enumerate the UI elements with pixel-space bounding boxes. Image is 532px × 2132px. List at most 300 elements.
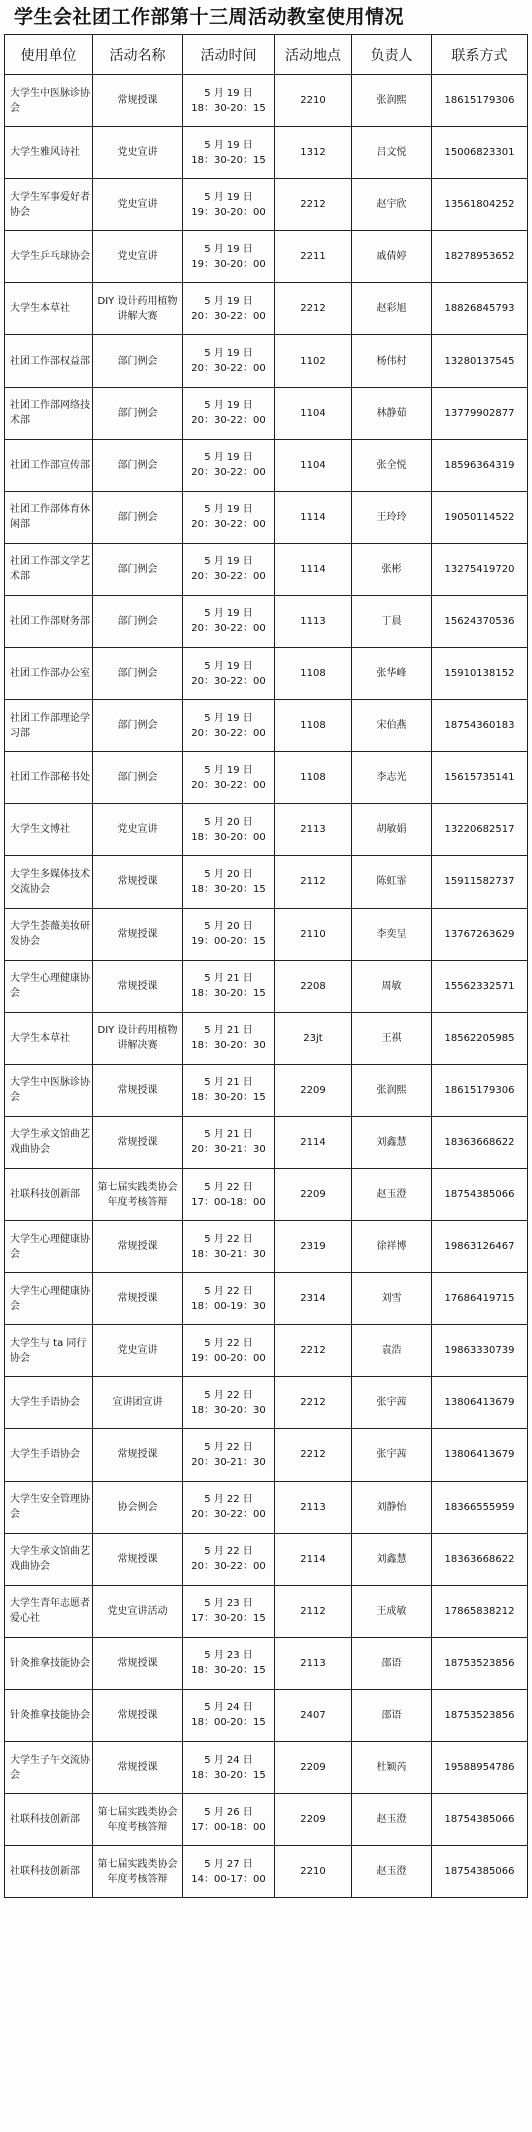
column-header-leader: 负责人 [352, 35, 432, 75]
leader-cell: 袁浩 [352, 1325, 432, 1377]
time-range-text: 20：30-22：00 [191, 1561, 266, 1573]
activity-cell: 第七届实践类协会年度考核答辩 [93, 1794, 183, 1846]
activity-cell: 部门例会 [93, 752, 183, 804]
contact-cell: 18753523856 [432, 1637, 528, 1689]
date-text: 5 月 21 日 [204, 1025, 253, 1037]
unit-cell: 大学生多媒体技术交流协会 [5, 856, 93, 908]
leader-cell: 杜颖芮 [352, 1742, 432, 1794]
unit-cell: 大学生文博社 [5, 804, 93, 856]
date-text: 5 月 22 日 [204, 1441, 253, 1453]
table-row [5, 1116, 528, 1168]
leader-cell: 周敏 [352, 960, 432, 1012]
contact-cell: 18596364319 [432, 439, 528, 491]
date-text: 5 月 19 日 [204, 243, 253, 255]
unit-cell: 社团工作部体育休闲部 [5, 491, 93, 543]
leader-cell: 徐祥博 [352, 1221, 432, 1273]
contact-cell: 15911582737 [432, 856, 528, 908]
unit-cell: 社团工作部办公室 [5, 648, 93, 700]
contact-cell: 18754385066 [432, 1846, 528, 1898]
leader-cell: 邵语 [352, 1689, 432, 1741]
time-range-text: 20：30-22：00 [191, 519, 266, 531]
unit-cell: 社团工作部宣传部 [5, 439, 93, 491]
time-cell [183, 1325, 275, 1377]
activity-cell: 常规授课 [93, 1637, 183, 1689]
contact-cell: 13275419720 [432, 543, 528, 595]
time-range-text: 20：30-22：00 [191, 623, 266, 635]
contact-cell: 19863126467 [432, 1221, 528, 1273]
time-range-text: 20：30-22：00 [191, 1509, 266, 1521]
activity-cell: 部门例会 [93, 700, 183, 752]
unit-cell: 大学生本草社 [5, 283, 93, 335]
contact-cell: 18278953652 [432, 231, 528, 283]
time-range-text: 18：30-20：00 [191, 831, 266, 843]
contact-cell: 15910138152 [432, 648, 528, 700]
leader-cell: 刘鑫慧 [352, 1533, 432, 1585]
leader-cell: 吕文悦 [352, 127, 432, 179]
time-range-text: 18：30-20：15 [191, 154, 266, 166]
activity-cell: 常规授课 [93, 1221, 183, 1273]
unit-cell: 大学生承文馆曲艺戏曲协会 [5, 1116, 93, 1168]
leader-cell: 宋伯燕 [352, 700, 432, 752]
time-cell [183, 1689, 275, 1741]
location-cell: 1108 [275, 648, 352, 700]
contact-cell: 13806413679 [432, 1377, 528, 1429]
leader-cell: 张润熙 [352, 1064, 432, 1116]
location-cell: 2212 [275, 1325, 352, 1377]
activity-cell: 部门例会 [93, 439, 183, 491]
column-header-time: 活动时间 [183, 35, 275, 75]
contact-cell: 15006823301 [432, 127, 528, 179]
leader-cell: 赵宇欣 [352, 179, 432, 231]
location-cell: 2209 [275, 1794, 352, 1846]
unit-cell: 大学生雅风诗社 [5, 127, 93, 179]
contact-cell: 17865838212 [432, 1585, 528, 1637]
time-range-text: 17：30-20：15 [191, 1613, 266, 1625]
unit-cell: 社联科技创新部 [5, 1846, 93, 1898]
date-text: 5 月 22 日 [204, 1337, 253, 1349]
unit-cell: 大学生中医脉诊协会 [5, 75, 93, 127]
leader-cell: 丁晨 [352, 595, 432, 647]
activity-cell: 党史宣讲活动 [93, 1585, 183, 1637]
date-text: 5 月 19 日 [204, 452, 253, 464]
activity-cell: 党史宣讲 [93, 179, 183, 231]
contact-cell: 18753523856 [432, 1689, 528, 1741]
date-text: 5 月 27 日 [204, 1858, 253, 1870]
unit-cell: 大学生安全管理协会 [5, 1481, 93, 1533]
unit-cell: 大学生中医脉诊协会 [5, 1064, 93, 1116]
table-row [5, 491, 528, 543]
date-text: 5 月 19 日 [204, 87, 253, 99]
contact-cell: 18363668622 [432, 1533, 528, 1585]
table-row [5, 804, 528, 856]
table-row [5, 960, 528, 1012]
time-range-text: 18：30-20：15 [191, 883, 266, 895]
date-text: 5 月 19 日 [204, 295, 253, 307]
activity-cell: 常规授课 [93, 960, 183, 1012]
time-range-text: 18：30-20：15 [191, 102, 266, 114]
time-range-text: 19：30-20：00 [191, 206, 266, 218]
time-cell [183, 1533, 275, 1585]
unit-cell: 社团工作部理论学习部 [5, 700, 93, 752]
table-row [5, 908, 528, 960]
activity-cell: 部门例会 [93, 648, 183, 700]
activity-cell: 党史宣讲 [93, 804, 183, 856]
date-text: 5 月 19 日 [204, 608, 253, 620]
leader-cell: 刘静怡 [352, 1481, 432, 1533]
time-range-text: 18：30-20：30 [191, 1404, 266, 1416]
table-row [5, 1012, 528, 1064]
unit-cell: 大学生心理健康协会 [5, 1273, 93, 1325]
unit-cell: 大学生心理健康协会 [5, 1221, 93, 1273]
table-row [5, 179, 528, 231]
location-cell: 2212 [275, 1377, 352, 1429]
time-range-text: 20：30-22：00 [191, 467, 266, 479]
activity-cell: 常规授课 [93, 1689, 183, 1741]
time-cell [183, 1429, 275, 1481]
unit-cell: 大学生手语协会 [5, 1429, 93, 1481]
location-cell: 2209 [275, 1168, 352, 1220]
time-cell [183, 960, 275, 1012]
contact-cell: 18363668622 [432, 1116, 528, 1168]
activity-cell: 常规授课 [93, 856, 183, 908]
date-text: 5 月 19 日 [204, 764, 253, 776]
time-cell [183, 439, 275, 491]
location-cell: 1104 [275, 387, 352, 439]
time-cell [183, 1846, 275, 1898]
date-text: 5 月 19 日 [204, 660, 253, 672]
date-text: 5 月 26 日 [204, 1806, 253, 1818]
time-cell [183, 752, 275, 804]
location-cell: 1113 [275, 595, 352, 647]
time-range-text: 14：00-17：00 [191, 1873, 266, 1885]
table-row [5, 439, 528, 491]
location-cell: 1108 [275, 700, 352, 752]
unit-cell: 社团工作部权益部 [5, 335, 93, 387]
leader-cell: 胡敏娟 [352, 804, 432, 856]
time-cell [183, 595, 275, 647]
date-text: 5 月 20 日 [204, 921, 253, 933]
unit-cell: 大学生心理健康协会 [5, 960, 93, 1012]
time-range-text: 20：30-22：00 [191, 779, 266, 791]
time-range-text: 18：30-21：30 [191, 1248, 266, 1260]
activity-cell: 常规授课 [93, 1742, 183, 1794]
time-cell [183, 283, 275, 335]
unit-cell: 大学生军事爱好者协会 [5, 179, 93, 231]
table-row [5, 1585, 528, 1637]
contact-cell: 15624370536 [432, 595, 528, 647]
date-text: 5 月 21 日 [204, 1077, 253, 1089]
contact-cell: 19863330739 [432, 1325, 528, 1377]
table-row [5, 1168, 528, 1220]
time-cell [183, 335, 275, 387]
contact-cell: 13561804252 [432, 179, 528, 231]
activity-cell: DIY 设计药用植物讲解大赛 [93, 283, 183, 335]
table-row [5, 1429, 528, 1481]
leader-cell: 王祺 [352, 1012, 432, 1064]
table-row [5, 856, 528, 908]
time-cell [183, 543, 275, 595]
contact-cell: 13280137545 [432, 335, 528, 387]
leader-cell: 林静茹 [352, 387, 432, 439]
date-text: 5 月 22 日 [204, 1233, 253, 1245]
location-cell: 23jt [275, 1012, 352, 1064]
leader-cell: 张宇茜 [352, 1377, 432, 1429]
table-row [5, 283, 528, 335]
contact-cell: 15562332571 [432, 960, 528, 1012]
leader-cell: 戚倩婷 [352, 231, 432, 283]
contact-cell: 18754360183 [432, 700, 528, 752]
location-cell: 2208 [275, 960, 352, 1012]
table-row [5, 700, 528, 752]
contact-cell: 19588954786 [432, 1742, 528, 1794]
date-text: 5 月 19 日 [204, 400, 253, 412]
time-range-text: 20：30-22：00 [191, 727, 266, 739]
table-row [5, 335, 528, 387]
table-row [5, 1064, 528, 1116]
time-cell [183, 1168, 275, 1220]
leader-cell: 王玲玲 [352, 491, 432, 543]
leader-cell: 杨伟村 [352, 335, 432, 387]
date-text: 5 月 21 日 [204, 1129, 253, 1141]
table-row [5, 1533, 528, 1585]
location-cell: 1102 [275, 335, 352, 387]
table-row [5, 752, 528, 804]
location-cell: 2112 [275, 1585, 352, 1637]
contact-cell: 13767263629 [432, 908, 528, 960]
contact-cell: 18615179306 [432, 75, 528, 127]
location-cell: 2407 [275, 1689, 352, 1741]
time-range-text: 20：30-22：00 [191, 675, 266, 687]
location-cell: 2209 [275, 1742, 352, 1794]
time-cell [183, 1481, 275, 1533]
time-cell [183, 700, 275, 752]
location-cell: 1104 [275, 439, 352, 491]
date-text: 5 月 22 日 [204, 1285, 253, 1297]
location-cell: 2210 [275, 75, 352, 127]
time-cell [183, 1794, 275, 1846]
time-range-text: 18：00-19：30 [191, 1300, 266, 1312]
time-cell [183, 127, 275, 179]
date-text: 5 月 22 日 [204, 1546, 253, 1558]
leader-cell: 赵玉澄 [352, 1846, 432, 1898]
contact-cell: 18615179306 [432, 1064, 528, 1116]
table-row [5, 1221, 528, 1273]
table-row [5, 543, 528, 595]
activity-cell: 党史宣讲 [93, 127, 183, 179]
contact-cell: 18826845793 [432, 283, 528, 335]
date-text: 5 月 19 日 [204, 191, 253, 203]
time-cell [183, 179, 275, 231]
activity-cell: 常规授课 [93, 1064, 183, 1116]
location-cell: 2212 [275, 283, 352, 335]
leader-cell: 张宇茜 [352, 1429, 432, 1481]
page-title: 学生会社团工作部第十三周活动教室使用情况 [14, 6, 405, 28]
time-cell [183, 491, 275, 543]
activity-cell: 常规授课 [93, 1273, 183, 1325]
date-text: 5 月 19 日 [204, 139, 253, 151]
column-header-contact: 联系方式 [432, 35, 528, 75]
location-cell: 2209 [275, 1064, 352, 1116]
activity-cell: 部门例会 [93, 491, 183, 543]
time-range-text: 17：00-18：00 [191, 1821, 266, 1833]
table-row [5, 1794, 528, 1846]
table-row [5, 1325, 528, 1377]
leader-cell: 赵玉澄 [352, 1168, 432, 1220]
location-cell: 2114 [275, 1116, 352, 1168]
time-cell [183, 1377, 275, 1429]
time-cell [183, 1273, 275, 1325]
time-range-text: 20：30-21：30 [191, 1456, 266, 1468]
location-cell: 2114 [275, 1533, 352, 1585]
contact-cell: 17686419715 [432, 1273, 528, 1325]
unit-cell: 社团工作部财务部 [5, 595, 93, 647]
activity-cell: 宣讲团宣讲 [93, 1377, 183, 1429]
leader-cell: 赵玉澄 [352, 1794, 432, 1846]
time-range-text: 20：30-22：00 [191, 571, 266, 583]
location-cell: 1312 [275, 127, 352, 179]
time-cell [183, 231, 275, 283]
schedule-table [4, 34, 528, 1898]
leader-cell: 张华峰 [352, 648, 432, 700]
activity-cell: 党史宣讲 [93, 231, 183, 283]
table-row [5, 1273, 528, 1325]
column-header-activity: 活动名称 [93, 35, 183, 75]
time-cell [183, 804, 275, 856]
contact-cell: 19050114522 [432, 491, 528, 543]
time-cell [183, 1116, 275, 1168]
unit-cell: 社团工作部文学艺术部 [5, 543, 93, 595]
leader-cell: 张润熙 [352, 75, 432, 127]
time-range-text: 20：30-22：00 [191, 415, 266, 427]
time-cell [183, 387, 275, 439]
unit-cell: 大学生子午交流协会 [5, 1742, 93, 1794]
time-cell [183, 75, 275, 127]
date-text: 5 月 23 日 [204, 1650, 253, 1662]
table-row [5, 231, 528, 283]
date-text: 5 月 20 日 [204, 816, 253, 828]
time-range-text: 20：30-22：00 [191, 363, 266, 375]
contact-cell: 13220682517 [432, 804, 528, 856]
location-cell: 2110 [275, 908, 352, 960]
unit-cell: 大学生青年志愿者爱心社 [5, 1585, 93, 1637]
time-range-text: 17：00-18：00 [191, 1196, 266, 1208]
date-text: 5 月 22 日 [204, 1389, 253, 1401]
activity-cell: 协会例会 [93, 1481, 183, 1533]
leader-cell: 李志光 [352, 752, 432, 804]
time-cell [183, 1012, 275, 1064]
contact-cell: 15615735141 [432, 752, 528, 804]
column-header-unit: 使用单位 [5, 35, 93, 75]
contact-cell: 13779902877 [432, 387, 528, 439]
table-row [5, 1481, 528, 1533]
activity-cell: 部门例会 [93, 595, 183, 647]
location-cell: 2113 [275, 1481, 352, 1533]
time-range-text: 19：00-20：00 [191, 1352, 266, 1364]
activity-cell: DIY 设计药用植物讲解决赛 [93, 1012, 183, 1064]
activity-cell: 常规授课 [93, 1533, 183, 1585]
date-text: 5 月 21 日 [204, 973, 253, 985]
leader-cell: 赵彩旭 [352, 283, 432, 335]
leader-cell: 张彬 [352, 543, 432, 595]
table-row [5, 1846, 528, 1898]
column-header-location: 活动地点 [275, 35, 352, 75]
activity-cell: 部门例会 [93, 335, 183, 387]
location-cell: 2314 [275, 1273, 352, 1325]
unit-cell: 大学生与 ta 同行协会 [5, 1325, 93, 1377]
contact-cell: 18366555959 [432, 1481, 528, 1533]
time-range-text: 20：30-22：00 [191, 310, 266, 322]
time-cell [183, 856, 275, 908]
leader-cell: 张全悦 [352, 439, 432, 491]
unit-cell: 大学生乒乓球协会 [5, 231, 93, 283]
time-range-text: 18：30-20：30 [191, 1040, 266, 1052]
leader-cell: 刘鑫慧 [352, 1116, 432, 1168]
header-row [5, 35, 528, 75]
contact-cell: 18754385066 [432, 1794, 528, 1846]
date-text: 5 月 20 日 [204, 868, 253, 880]
contact-cell: 18562205985 [432, 1012, 528, 1064]
time-cell [183, 1742, 275, 1794]
time-cell [183, 1064, 275, 1116]
table-row [5, 75, 528, 127]
table-body [5, 75, 528, 1898]
leader-cell: 邵语 [352, 1637, 432, 1689]
table-row [5, 1377, 528, 1429]
date-text: 5 月 22 日 [204, 1494, 253, 1506]
activity-cell: 第七届实践类协会年度考核答辩 [93, 1168, 183, 1220]
unit-cell: 社团工作部网络技术部 [5, 387, 93, 439]
date-text: 5 月 19 日 [204, 712, 253, 724]
location-cell: 1114 [275, 491, 352, 543]
unit-cell: 针灸推拿技能协会 [5, 1689, 93, 1741]
unit-cell: 大学生承文馆曲艺戏曲协会 [5, 1533, 93, 1585]
time-range-text: 18：00-20：15 [191, 1717, 266, 1729]
location-cell: 2211 [275, 231, 352, 283]
unit-cell: 社团工作部秘书处 [5, 752, 93, 804]
time-cell [183, 1221, 275, 1273]
activity-cell: 常规授课 [93, 1429, 183, 1481]
location-cell: 2112 [275, 856, 352, 908]
unit-cell: 社联科技创新部 [5, 1794, 93, 1846]
unit-cell: 针灸推拿技能协会 [5, 1637, 93, 1689]
table-row [5, 595, 528, 647]
unit-cell: 大学生荟薇美妆研发协会 [5, 908, 93, 960]
date-text: 5 月 22 日 [204, 1181, 253, 1193]
leader-cell: 李奕呈 [352, 908, 432, 960]
time-cell [183, 908, 275, 960]
time-range-text: 18：30-20：15 [191, 1665, 266, 1677]
date-text: 5 月 19 日 [204, 348, 253, 360]
time-cell [183, 1637, 275, 1689]
date-text: 5 月 24 日 [204, 1754, 253, 1766]
leader-cell: 刘雪 [352, 1273, 432, 1325]
unit-cell: 社联科技创新部 [5, 1168, 93, 1220]
table-row [5, 127, 528, 179]
activity-cell: 第七届实践类协会年度考核答辩 [93, 1846, 183, 1898]
time-cell [183, 1585, 275, 1637]
activity-cell: 部门例会 [93, 543, 183, 595]
activity-cell: 党史宣讲 [93, 1325, 183, 1377]
time-range-text: 19：30-20：00 [191, 258, 266, 270]
location-cell: 2212 [275, 1429, 352, 1481]
contact-cell: 13806413679 [432, 1429, 528, 1481]
time-range-text: 19：00-20：15 [191, 936, 266, 948]
table-row [5, 387, 528, 439]
location-cell: 1114 [275, 543, 352, 595]
time-range-text: 18：30-20：15 [191, 1769, 266, 1781]
date-text: 5 月 19 日 [204, 504, 253, 516]
unit-cell: 大学生本草社 [5, 1012, 93, 1064]
